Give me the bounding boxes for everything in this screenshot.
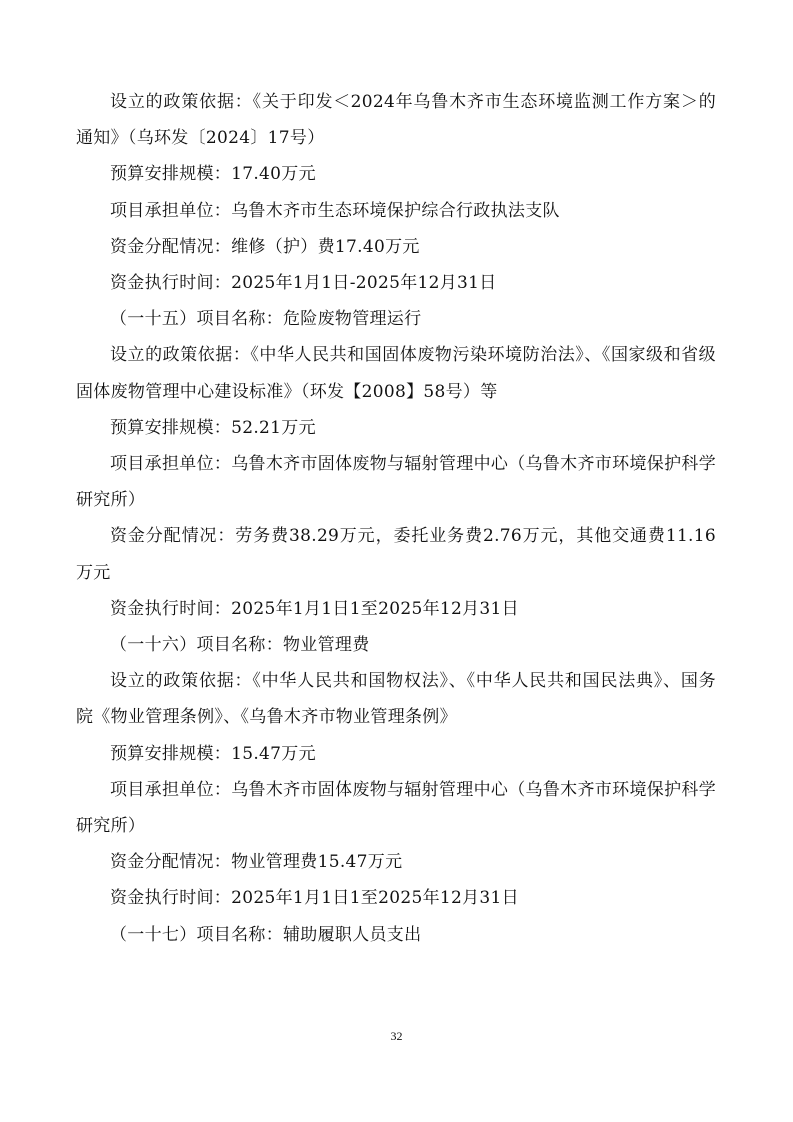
execution-time-paragraph: 资金执行时间：2025年1月1日1至2025年12月31日 bbox=[110, 888, 519, 909]
document-body bbox=[76, 84, 716, 953]
policy-basis-paragraph: 设立的政策依据：《关于印发＜2024年乌鲁木齐市生态环境监测工作方案＞的通知》（乌环发〔2024〕17号） bbox=[76, 92, 716, 149]
project-heading-16: （一十六）项目名称：物业管理费 bbox=[110, 635, 370, 656]
project-heading-17: （一十七）项目名称：辅助履职人员支出 bbox=[110, 924, 422, 945]
fund-allocation-paragraph: 资金分配情况：物业管理费15.47万元 bbox=[110, 852, 403, 873]
fund-allocation-paragraph: 资金分配情况：劳务费38.29万元，委托业务费2.76万元，其他交通费11.16万元 bbox=[76, 526, 716, 583]
responsible-unit-paragraph: 项目承担单位：乌鲁木齐市固体废物与辐射管理中心（乌鲁木齐市环境保护科学研究所） bbox=[76, 779, 716, 837]
fund-allocation-paragraph: 资金分配情况：维修（护）费17.40万元 bbox=[110, 236, 420, 257]
responsible-unit-paragraph: 项目承担单位：乌鲁木齐市生态环境保护综合行政执法支队 bbox=[110, 200, 560, 221]
project-heading-15: （一十五）项目名称：危险废物管理运行 bbox=[110, 309, 422, 330]
execution-time-paragraph: 资金执行时间：2025年1月1日1至2025年12月31日 bbox=[110, 598, 519, 619]
budget-scale-paragraph: 预算安排规模：15.47万元 bbox=[110, 743, 316, 764]
responsible-unit-paragraph: 项目承担单位：乌鲁木齐市固体废物与辐射管理中心（乌鲁木齐市环境保护科学研究所） bbox=[76, 454, 716, 511]
page-number: 32 bbox=[390, 1029, 403, 1043]
policy-basis-paragraph: 设立的政策依据：《中华人民共和国固体废物污染环境防治法》、《国家级和省级固体废物管理中心建设标准》（环发【2008】58号）等 bbox=[76, 345, 716, 402]
policy-basis-paragraph: 设立的政策依据：《中华人民共和国物权法》、《中华人民共和国民法典》、国务院《物业管理条例》、《乌鲁木齐市物业管理条例》 bbox=[76, 671, 716, 728]
budget-scale-paragraph: 预算安排规模：17.40万元 bbox=[110, 164, 316, 185]
execution-time-paragraph: 资金执行时间：2025年1月1日-2025年12月31日 bbox=[110, 273, 497, 294]
budget-scale-paragraph: 预算安排规模：52.21万元 bbox=[110, 417, 316, 438]
